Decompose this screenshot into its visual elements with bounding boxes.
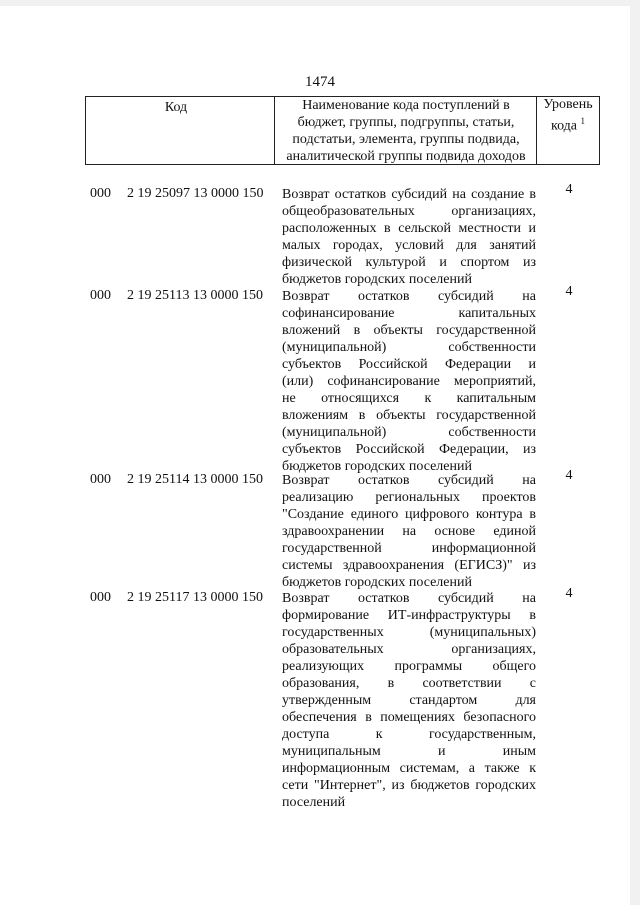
header-level-line — [536, 113, 600, 135]
admin-code: 000 — [90, 186, 111, 201]
footnote-marker: 1 — [580, 116, 586, 126]
name-line: бюджетов городских поселений — [282, 575, 472, 590]
income-code: 2 19 25117 13 0000 150 — [127, 590, 263, 605]
name-line: информационным системам, а также к — [282, 761, 536, 776]
admin-code: 000 — [90, 590, 111, 605]
name-line: Возврат остатков субсидий на — [282, 591, 536, 606]
name-line: бюджетов городских поселений — [282, 459, 472, 474]
name-line: образования, в соответствии с — [282, 676, 536, 691]
name-line: образовательных организациях, — [282, 642, 536, 657]
name-line: бюджетов городских поселений — [282, 272, 472, 287]
name-line: реализующих программы общего — [282, 659, 536, 674]
name-line: общеобразовательных организациях, — [282, 204, 536, 219]
name-line: физической культурой и спортом из — [282, 255, 536, 270]
name-line: поселений — [282, 795, 346, 810]
header-level-text: кода — [550, 118, 578, 134]
name-line: сети "Интернет", из бюджетов городских — [282, 778, 536, 793]
income-name — [282, 590, 536, 811]
name-line: (или) софинансирование мероприятий, — [282, 374, 536, 389]
header-level — [536, 96, 600, 135]
income-name — [282, 472, 536, 591]
income-code: 2 19 25114 13 0000 150 — [127, 472, 263, 487]
level-value: 4 — [565, 182, 573, 197]
name-line: реализацию региональных проектов — [282, 490, 536, 505]
admin-code: 000 — [90, 288, 111, 303]
scan-edge-right — [630, 0, 640, 905]
name-line: государственной информационной — [282, 541, 536, 556]
name-line: системы здравоохранения (ЕГИСЗ)" из — [282, 558, 536, 573]
name-line: малых городах, условий для занятий — [282, 238, 536, 253]
header-name-line: аналитической группы подвида доходов — [286, 149, 526, 164]
name-line: формирование ИТ-инфраструктуры в — [282, 608, 536, 623]
header-code: Код — [164, 100, 188, 115]
level-value: 4 — [565, 586, 573, 601]
name-line: обеспечения в помещениях безопасного — [282, 710, 536, 725]
income-name — [282, 288, 536, 475]
name-line: софинансирование капитальных — [282, 306, 536, 321]
name-line: доступа к государственным, — [282, 727, 536, 742]
scan-edge-top — [0, 0, 640, 6]
header-level-line: Уровень — [543, 97, 593, 112]
name-line: (муниципальной) собственности — [282, 425, 536, 440]
name-line: государственных (муниципальных) — [282, 625, 536, 640]
header-name — [276, 97, 536, 165]
name-line: Возврат остатков субсидий на — [282, 473, 536, 488]
name-line: вложений в объекты государственной — [282, 323, 536, 338]
income-name — [282, 186, 536, 288]
name-line: субъектов Российской Федерации и — [282, 357, 536, 372]
name-line: Возврат остатков субсидий на — [282, 289, 536, 304]
name-line: утвержденным стандартом для — [282, 693, 536, 708]
header-name-line: Наименование кода поступлений в — [302, 98, 510, 113]
name-line: здравоохранении на основе единой — [282, 524, 536, 539]
level-value: 4 — [565, 468, 573, 483]
page-number: 1474 — [305, 74, 335, 90]
name-line: не относящихся к капитальным — [282, 391, 536, 406]
header-name-line: бюджет, группы, подгруппы, статьи, — [297, 115, 515, 130]
income-code: 2 19 25113 13 0000 150 — [127, 288, 263, 303]
name-line: (муниципальной) собственности — [282, 340, 536, 355]
name-line: Возврат остатков субсидий на создание в — [282, 187, 536, 202]
header-name-line: подстатьи, элемента, группы подвида, — [292, 132, 520, 147]
name-line: расположенных в сельской местности и — [282, 221, 536, 236]
admin-code: 000 — [90, 472, 111, 487]
name-line: муниципальным и иным — [282, 744, 536, 759]
name-line: субъектов Российской Федерации, из — [282, 442, 536, 457]
income-code: 2 19 25097 13 0000 150 — [127, 186, 264, 201]
name-line: "Создание единого цифрового контура в — [282, 507, 536, 522]
header-divider-code — [274, 96, 275, 165]
level-value: 4 — [565, 284, 573, 299]
name-line: вложениям в объекты государственной — [282, 408, 536, 423]
